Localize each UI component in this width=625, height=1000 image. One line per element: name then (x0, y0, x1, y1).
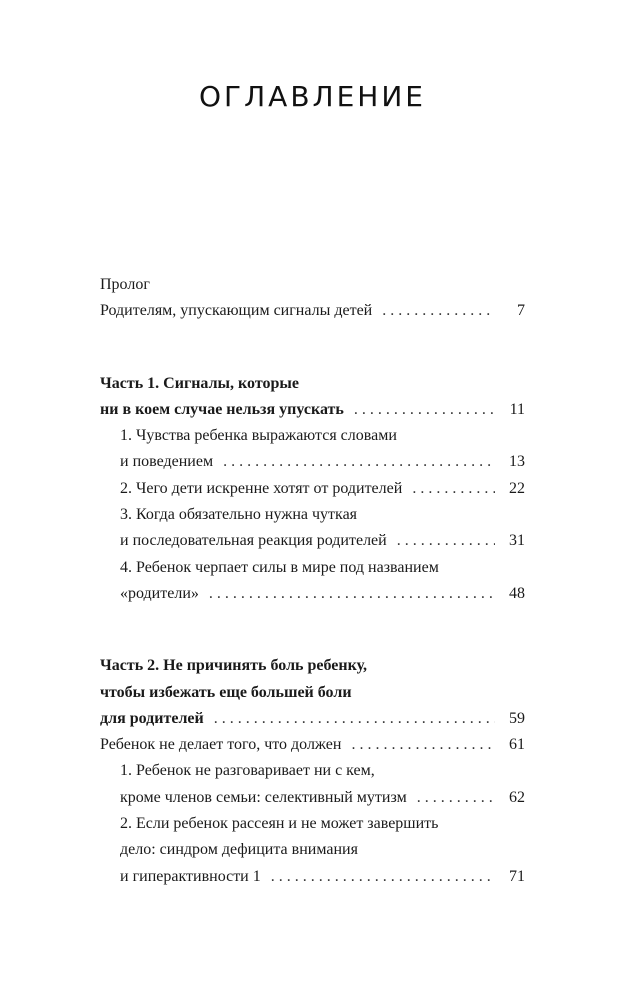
page-title: ОГЛАВЛЕНИЕ (199, 80, 426, 113)
dot-leader (382, 298, 495, 324)
toc-entry-prolog[interactable] (100, 298, 525, 324)
toc-entry-text: для родителей (100, 709, 204, 727)
part1-title-line1: Часть 1. Сигналы, которые (100, 374, 299, 392)
toc-section-part2 (100, 653, 525, 890)
toc-entry-text: 2. Чего дети искренне хотят от родителей (120, 479, 403, 497)
page-number: 61 (509, 736, 525, 754)
part2-title-line1: Часть 2. Не причинять боль ребенку, (100, 657, 367, 675)
dot-leader (354, 397, 495, 423)
toc-entry-chapter[interactable] (100, 476, 525, 502)
chapter-line: 3. Когда обязательно нужна чуткая (120, 506, 358, 524)
toc-entry-subsection[interactable] (100, 732, 525, 758)
toc-entry-text: ни в коем случае нельзя упускать (100, 400, 344, 418)
dot-leader (209, 581, 495, 607)
prolog-heading: Пролог (100, 276, 150, 293)
table-of-contents (100, 272, 525, 890)
toc-entry-text: кроме членов семьи: селективный мутизм (120, 788, 407, 806)
chapter-line: дело: синдром дефицита внимания (120, 841, 358, 859)
toc-entry-chapter[interactable] (100, 528, 525, 554)
toc-entry-chapter[interactable] (100, 581, 525, 607)
toc-entry-chapter[interactable] (100, 449, 525, 475)
toc-entry-text: и гиперактивности 1 (120, 867, 261, 885)
toc-entry-part1[interactable] (100, 397, 525, 423)
toc-entry-text: и последовательная реакция родителей (120, 532, 387, 550)
page-number: 11 (509, 400, 525, 418)
dot-leader (214, 706, 495, 732)
chapter-line: 1. Чувства ребенка выражаются словами (120, 427, 397, 445)
dot-leader (271, 864, 495, 890)
page-number: 62 (509, 788, 525, 806)
page-number: 71 (509, 867, 525, 885)
toc-entry-text: «родители» (120, 584, 199, 602)
page-number: 13 (509, 453, 525, 471)
toc-entry-chapter[interactable] (100, 785, 525, 811)
dot-leader (223, 449, 495, 475)
page-number: 48 (509, 584, 525, 602)
toc-section-part1 (100, 371, 525, 608)
chapter-line: 4. Ребенок черпает силы в мире под названием (120, 558, 439, 576)
chapter-line: 2. Если ребенок рассеян и не может завершить (120, 815, 439, 833)
toc-section-prolog (100, 272, 525, 325)
dot-leader (412, 476, 495, 502)
dot-leader (351, 732, 495, 758)
dot-leader (397, 528, 495, 554)
page-number: 22 (509, 479, 525, 497)
toc-entry-text: и поведением (120, 453, 214, 471)
page-number: 59 (509, 709, 525, 727)
page-number: 7 (517, 302, 525, 320)
toc-entry-text: Родителям, упускающим сигналы детей (100, 302, 373, 320)
page-number: 31 (509, 532, 525, 550)
toc-entry-part2[interactable] (100, 706, 525, 732)
toc-entry-chapter[interactable] (100, 864, 525, 890)
toc-entry-text: Ребенок не делает того, что должен (100, 736, 342, 754)
part2-title-line2: чтобы избежать еще большей боли (100, 683, 352, 701)
chapter-line: 1. Ребенок не разговаривает ни с кем, (120, 762, 375, 780)
dot-leader (417, 785, 495, 811)
